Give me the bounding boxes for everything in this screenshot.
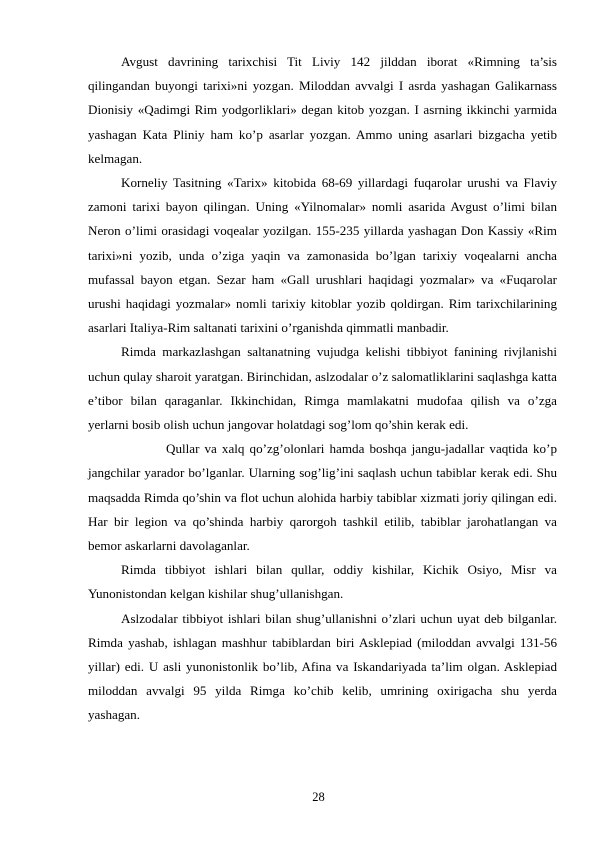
page-number: 28 [312,790,325,804]
paragraph-korneliy-tasit: Korneliy Tasitning «Tarix» kitobida 68-69 yillardagi fuqarolar urushi va Flaviy zamoni tarixi bayon qilingan. Uning «Yilnomalar» nomli asarida Avgust o’limi bilan Neron o’limi orasidagi voqealar yozilgan. 155-235 yillarda yashagan Don Kassiy «Rim tarixi»ni yozib, unda o’ziga yaqin va zamonasida bo’lgan tarixiy voqealarni ancha mufassal bayon etgan. Sezar ham «Gall urushlari haqidagi yozmalar» va «Fuqarolar urushi haqidagi yozmalar» nomli tarixiy kitoblar yozib qoldirgan. Rim tarixchilarining asarlari Italiya-Rim saltanati tarixini o’rganishda qimmatli manbadir. [88,175,557,336]
document-body [88,50,557,728]
paragraph-qullar: Qullar va xalq qo’zg’olonlari hamda boshqa jangu-jadallar vaqtida ko’p jangchilar yarador bo’lganlar. Ularning sog’lig’ini saqlash uchun tabiblar kerak edi. Shu maqsadda Rimda qo’shin va flot uchun alohida harbiy tabiblar xizmati joriy qilingan edi. Har bir legion va qo’shinda harbiy qarorgoh tashkil etilib, tabiblar jarohatlangan va bemor askarlarni davolaganlar. [88,441,557,554]
paragraph-tit-liviy: Avgust davrining tarixchisi Tit Liviy 142 jilddan iborat «Rimning ta’sis qilingandan buyongi tarixi»ni yozgan. Miloddan avvalgi I asrda yashagan Galikarnass Dionisiy «Qadimgi Rim yodgorliklari» degan kitob yozgan. I asrning ikkinchi yarmida yashagan Kata Pliniy ham ko’p asarlar yozgan. Ammo uning asarlari bizgacha yetib kelmagan. [88,54,557,166]
paragraph-tibbiyot-ishlari: Rimda tibbiyot ishlari bilan qullar, oddiy kishilar, Kichik Osiyo, Misr va Yunonistondan kelgan kishilar shug’ullanishgan. [88,562,557,602]
paragraph-aslzodalar: Aslzodalar tibbiyot ishlari bilan shug’ullanishni o’zlari uchun uyat deb bilganlar. Rimda yashab, ishlagan mashhur tabiblardan biri Asklepiad (miloddan avvalgi 131-56 yillar) edi. U asli yunonistonlik bo’lib, Afina va Iskandariyada ta’lim olgan. Asklepiad miloddan avvalgi 95 yilda Rimga ko’chib kelib, umrining oxirigacha shu yerda yashagan. [88,610,557,723]
paragraph-rim-tibbiyot: Rimda markazlashgan saltanatning vujudga kelishi tibbiyot fanining rivjlanishi uchun qulay sharoit yaratgan. Birinchidan, aslzodalar o’z salomatliklarini saqlashga katta e’tibor bilan qaraganlar. Ikkinchidan, Rimga mamlakatni mudofaa qilish va o’zga yerlarni bosib olish uchun jangovar holatdagi sog’lom qo’shin kerak edi. [88,344,557,433]
